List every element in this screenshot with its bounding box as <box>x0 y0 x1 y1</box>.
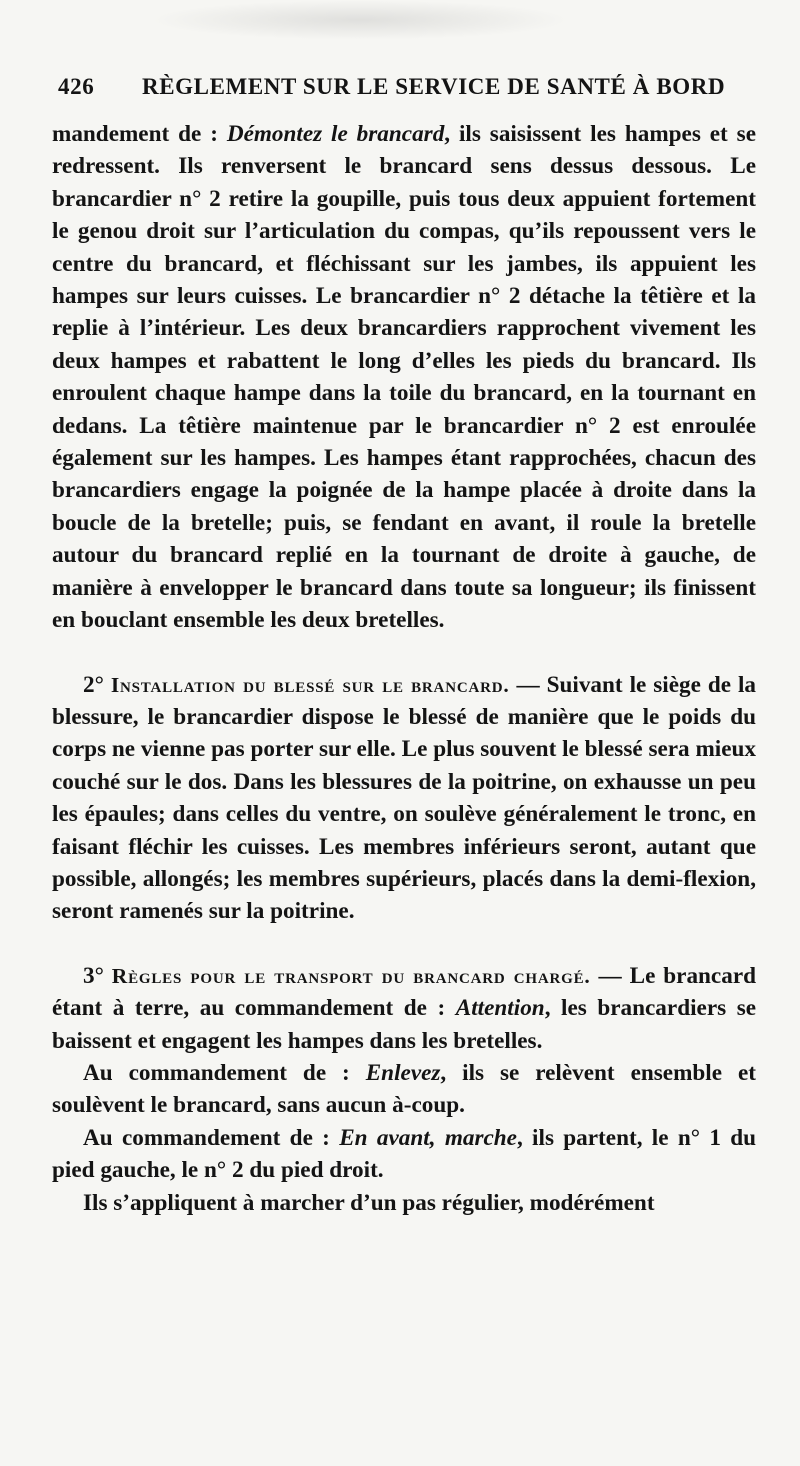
paragraph-en-avant <box>52 1122 756 1187</box>
section-number: 2° <box>83 671 111 698</box>
paragraph-enlevez <box>52 1057 756 1122</box>
text-run: , ils partent, le n° 1 du pied gauche, le n° 2 du pied droit. <box>52 1124 757 1184</box>
command-italic: Enlevez <box>365 1059 441 1086</box>
text-run: mandement de : <box>52 121 227 147</box>
scan-smudge <box>150 0 570 40</box>
section-heading: Règles pour le transport du brancard chargé. <box>111 963 591 988</box>
text-run: , ils saisissent les hampes et se redressent. Ils renversent le brancard sens dessus dessous. Le brancardier n° 2 retire la goupille, puis tous deux appuient fortement le genou droit sur l’articulation du compas, qu’ils repoussent vers le centre du brancard, et fléchissant sur les jambes, ils appuient les hampes sur leurs cuisses. Le brancardier n° 2 détache la têtière et la replie à l’intérieur. Les deux brancardiers rapprochent vivement les deux hampes et rabattent le long d’elles les pieds du brancard. Ils enroulent chaque hampe dans la toile du brancard, en la tournant en dedans. La têtière maintenue par le brancardier n° 2 est enroulée également sur les hampes. Les hampes étant rapprochées, chacun des brancardiers engage la poignée de la hampe placée à droite dans la boucle de la bretelle; puis, se fendant en avant, il roule la bretelle autour du brancard replié en la tournant de droite à gauche, de manière à envelopper le brancard dans toute sa longueur; ils finissent en bouclant ensemble les deux bretelles. <box>52 121 756 634</box>
paragraph-pas-regulier <box>52 1187 756 1219</box>
body-text <box>52 118 756 1219</box>
page-number: 426 <box>58 74 95 99</box>
section-number: 3° <box>83 962 112 989</box>
paragraph-section-3 <box>52 960 756 1057</box>
text-run: Au commandement de : <box>83 1059 366 1086</box>
section-heading: Installation du blessé sur le brancard. <box>110 672 510 697</box>
paragraph-continued <box>52 118 756 637</box>
text-run: , les brancardiers se baissent et engagent les hampes dans les bretelles. <box>52 995 757 1054</box>
text-run: , ils se relèvent ensemble et soulèvent le brancard, sans aucun à-coup. <box>52 1059 756 1119</box>
command-italic: Démontez le brancard <box>226 121 445 147</box>
text-run: — Le brancard étant à terre, au commandement de : <box>52 962 757 1022</box>
text-run: Au commandement de : <box>83 1124 340 1151</box>
command-italic: Attention <box>455 995 545 1022</box>
text-run: — Suivant le siège de la blessure, le brancardier dispose le blessé de manière que le poids du corps ne vienne pas porter sur elle. Le plus souvent le blessé sera mieux couché sur le dos. Dans les blessures de la poitrine, on exhausse un peu les épaules; dans celles du ventre, on soulève généralement le tronc, en faisant fléchir les cuisses. Les membres inférieurs seront, autant que possible, allongés; les membres supérieurs, placés dans la demi-flexion, seront ramenés sur la poitrine. <box>52 671 756 925</box>
text-run: Ils s’appliquent à marcher d’un pas régulier, modérément <box>83 1189 655 1216</box>
command-italic: En avant, marche <box>339 1124 517 1151</box>
paragraph-section-2 <box>52 669 756 928</box>
running-header <box>58 74 748 104</box>
running-title: RÈGLEMENT SUR LE SERVICE DE SANTÉ À BORD <box>142 74 726 99</box>
